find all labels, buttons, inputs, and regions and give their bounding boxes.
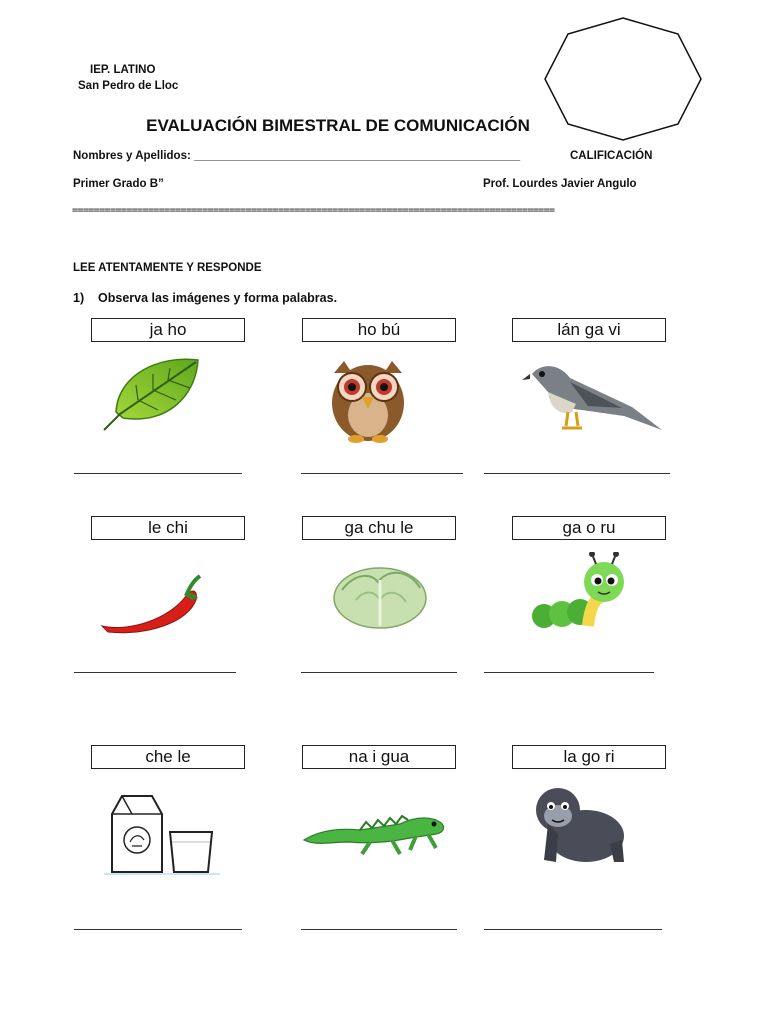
grade-level: Primer Grado B” [73, 178, 164, 190]
answer-line[interactable] [301, 473, 463, 474]
leaf-image [98, 350, 208, 435]
teacher-name: Prof. Lourdes Javier Angulo [483, 178, 637, 190]
syllable-box: ga chu le [302, 516, 456, 540]
answer-line[interactable] [484, 929, 662, 930]
gorilla-image [524, 784, 634, 866]
answer-line[interactable] [301, 929, 457, 930]
question-1 [73, 291, 337, 305]
syllable-box: na i gua [302, 745, 456, 769]
owl-image [322, 353, 414, 445]
milk-carton-image [104, 792, 220, 876]
question-text: Observa las imágenes y forma palabras. [98, 291, 338, 305]
syllable-box: che le [91, 745, 245, 769]
hawk-image [512, 352, 667, 442]
caterpillar-image [526, 552, 630, 636]
page-title: EVALUACIÓN BIMESTRAL DE COMUNICACIÓN [146, 116, 530, 135]
syllable-box: ho bú [302, 318, 456, 342]
answer-line[interactable] [484, 672, 654, 673]
answer-line[interactable] [301, 672, 457, 673]
lettuce-image [330, 560, 430, 630]
school-name: IEP. LATINO [90, 64, 156, 76]
school-location: San Pedro de Lloc [78, 80, 179, 92]
syllable-box: ga o ru [512, 516, 666, 540]
school-info [78, 62, 178, 94]
syllable-box: le chi [91, 516, 245, 540]
chili-pepper-image [98, 570, 208, 636]
answer-line[interactable] [74, 672, 236, 673]
syllable-box: lán ga vi [512, 318, 666, 342]
question-number: 1) [73, 291, 85, 305]
grade-label: CALIFICACIÓN [570, 150, 653, 162]
separator-line: ========================================================================================= [72, 205, 555, 216]
answer-line[interactable] [74, 473, 242, 474]
answer-line[interactable] [74, 929, 242, 930]
syllable-box: la go ri [512, 745, 666, 769]
syllable-box: ja ho [91, 318, 245, 342]
instructions-heading: LEE ATENTAMENTE Y RESPONDE [73, 262, 262, 274]
answer-line[interactable] [484, 473, 670, 474]
iguana-image [300, 800, 450, 856]
name-field-label: Nombres y Apellidos: ___________________________________________________ [73, 150, 521, 162]
